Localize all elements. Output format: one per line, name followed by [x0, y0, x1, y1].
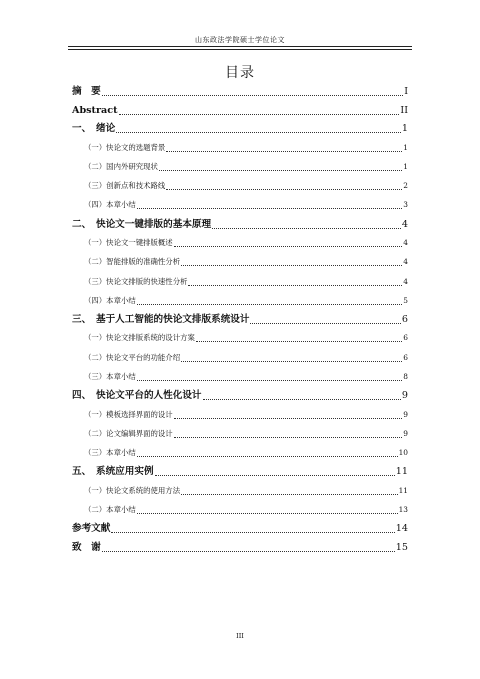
toc-entry-label: 四、 快论文平台的人性化设计	[72, 390, 202, 402]
toc-entry-label: Abstract	[72, 104, 118, 116]
toc-entry-section[interactable]	[72, 408, 408, 422]
toc-entry-page-number: 6	[403, 333, 408, 343]
toc-entry-page-number: 9	[403, 428, 408, 438]
toc-entry-section[interactable]	[72, 446, 408, 460]
toc-leader-dots	[250, 323, 400, 324]
toc-leader-dots	[174, 246, 403, 247]
toc-entry-label: （一）模板选择界面的设计	[84, 409, 173, 419]
toc-entry-page-number: 14	[395, 523, 408, 535]
toc-entry-section[interactable]	[72, 160, 408, 174]
toc-entry-page-number: 13	[398, 504, 408, 514]
toc-entry-page-number: 4	[401, 218, 408, 230]
running-header: 山东政法学院硕士学位论文	[195, 36, 285, 44]
table-of-contents	[72, 85, 408, 559]
toc-leader-dots	[196, 341, 402, 342]
toc-entry-label: （三）快论文排版的快速性分析	[84, 276, 188, 286]
toc-entry-chapter[interactable]	[72, 522, 408, 536]
toc-entry-label: （三）本章小结	[84, 448, 136, 457]
toc-entry-label: 参考文献	[72, 523, 111, 535]
toc-entry-section[interactable]	[72, 294, 408, 308]
toc-entry-page-number: II	[400, 104, 408, 116]
toc-entry-section[interactable]	[72, 484, 408, 498]
toc-entry-page-number: 1	[403, 161, 408, 171]
toc-entry-section[interactable]	[72, 236, 408, 250]
toc-entry-label: （三）创新点和技术路线	[84, 181, 166, 191]
toc-leader-dots	[188, 285, 402, 286]
toc-entry-section[interactable]	[72, 255, 408, 269]
toc-entry-page-number: 1	[403, 142, 408, 152]
toc-entry-chapter[interactable]	[72, 85, 408, 99]
toc-entry-label: （二）智能排版的准确性分析	[84, 257, 181, 267]
toc-entry-section[interactable]	[72, 179, 408, 193]
toc-entry-page-number: 8	[403, 371, 408, 381]
toc-entry-page-number: 4	[403, 238, 408, 248]
toc-leader-dots	[181, 265, 402, 266]
toc-entry-page-number: 9	[401, 390, 408, 402]
toc-leader-dots	[159, 170, 402, 171]
toc-leader-dots	[137, 513, 398, 514]
toc-entry-page-number: 10	[398, 448, 408, 457]
toc-entry-page-number: I	[404, 86, 408, 97]
toc-entry-label: 二、 快论文一键排版的基本原理	[72, 218, 212, 230]
toc-entry-page-number: 2	[403, 181, 408, 191]
toc-leader-dots	[119, 114, 400, 115]
toc-entry-label: （二）论文编辑界面的设计	[84, 428, 173, 438]
toc-entry-section[interactable]	[72, 141, 408, 155]
toc-entry-section[interactable]	[72, 331, 408, 345]
toc-leader-dots	[181, 494, 398, 495]
toc-leader-dots	[137, 456, 398, 457]
toc-leader-dots	[155, 475, 395, 476]
toc-entry-label: （二）本章小结	[84, 504, 136, 514]
header-rule-thin	[68, 49, 412, 50]
toc-entry-page-number: 9	[403, 409, 408, 419]
toc-entry-page-number: 15	[395, 541, 408, 553]
toc-entry-chapter[interactable]	[72, 541, 408, 555]
toc-leader-dots	[137, 304, 403, 305]
toc-entry-page-number: 6	[401, 313, 408, 325]
toc-entry-section[interactable]	[72, 198, 408, 212]
toc-entry-label: 一、 绪论	[72, 123, 116, 135]
toc-entry-chapter[interactable]	[72, 218, 408, 232]
toc-leader-dots	[111, 532, 394, 533]
toc-entry-section[interactable]	[72, 427, 408, 441]
toc-entry-label: （二）国内外研究现状	[84, 161, 158, 171]
toc-entry-chapter[interactable]	[72, 104, 408, 118]
toc-entry-section[interactable]	[72, 351, 408, 365]
toc-title: 目录	[225, 65, 255, 81]
toc-leader-dots	[181, 361, 402, 362]
toc-leader-dots	[166, 151, 402, 152]
toc-entry-label: （一）快论文一键排版概述	[84, 238, 173, 248]
toc-entry-section[interactable]	[72, 275, 408, 289]
toc-entry-section[interactable]	[72, 503, 408, 517]
toc-leader-dots	[116, 132, 401, 133]
toc-entry-section[interactable]	[72, 370, 408, 384]
toc-entry-label: （一）快论文的选题背景	[84, 142, 166, 152]
toc-leader-dots	[102, 95, 403, 96]
toc-entry-page-number: 3	[403, 200, 408, 210]
header-rule-thick	[68, 46, 412, 47]
toc-entry-label: （三）本章小结	[84, 371, 136, 381]
toc-entry-label: （二）快论文平台的功能介绍	[84, 352, 181, 362]
toc-entry-label: 三、 基于人工智能的快论文排版系统设计	[72, 313, 250, 325]
toc-entry-label: （四）本章小结	[84, 295, 136, 305]
toc-entry-label: （一）快论文排版系统的设计方案	[84, 333, 195, 343]
toc-entry-label: （一）快论文系统的使用方法	[84, 485, 181, 495]
toc-entry-page-number: 5	[403, 295, 408, 305]
toc-leader-dots	[166, 189, 402, 190]
toc-entry-page-number: 11	[398, 485, 408, 495]
toc-leader-dots	[137, 380, 403, 381]
toc-leader-dots	[174, 437, 403, 438]
toc-entry-page-number: 4	[403, 276, 408, 286]
toc-leader-dots	[212, 228, 401, 229]
toc-entry-chapter[interactable]	[72, 313, 408, 327]
toc-entry-label: 五、 系统应用实例	[72, 466, 154, 478]
toc-entry-page-number: 4	[403, 257, 408, 267]
toc-entry-label: （四）本章小结	[84, 200, 136, 210]
toc-leader-dots	[102, 551, 395, 552]
page-number: III	[236, 632, 244, 640]
toc-leader-dots	[174, 418, 403, 419]
toc-leader-dots	[137, 208, 403, 209]
toc-entry-page-number: 11	[395, 466, 408, 478]
toc-entry-page-number: 6	[403, 352, 408, 362]
toc-entry-chapter[interactable]	[72, 122, 408, 136]
toc-entry-chapter[interactable]	[72, 389, 408, 403]
toc-entry-label: 致 谢	[72, 541, 101, 553]
toc-leader-dots	[203, 399, 401, 400]
toc-entry-page-number: 1	[401, 123, 408, 135]
toc-entry-chapter[interactable]	[72, 465, 408, 479]
toc-entry-label: 摘 要	[72, 86, 101, 97]
